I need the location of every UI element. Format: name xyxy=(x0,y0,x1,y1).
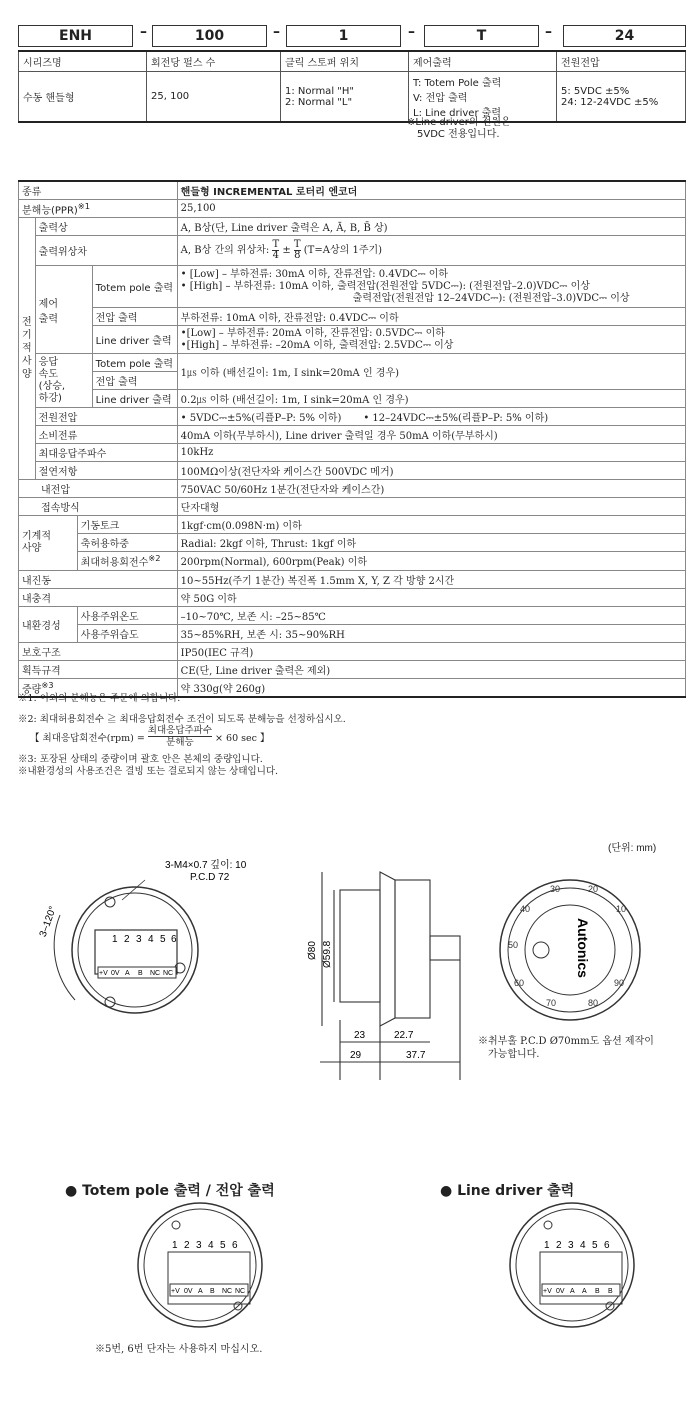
mech-label: 기계적 사양 xyxy=(19,516,78,570)
term-num: 1 xyxy=(112,934,118,945)
term-num: 6 xyxy=(232,1240,238,1251)
ordering-table xyxy=(18,50,686,123)
shock-value: 약 50G 이하 xyxy=(177,588,685,606)
dial-num: 80 xyxy=(588,998,599,1008)
dim-d80: Ø80 xyxy=(307,941,318,960)
term-label: B xyxy=(608,1288,613,1295)
term-label: +V xyxy=(543,1288,552,1295)
term-label: 0V xyxy=(184,1288,193,1295)
output-cell: T: Totem Pole 출력 V: 전압 출력 L: Line driver 출력 xyxy=(409,72,557,123)
torque-label: 기동토크 xyxy=(77,516,177,534)
formula: 【 최대응답회전수(rpm) = 최대응답주파수 분해능 × 60 sec 】 xyxy=(30,725,270,748)
term-label: NC xyxy=(222,1288,233,1295)
ctrl-label: 제어 출력 xyxy=(35,266,92,354)
wiring-diagrams xyxy=(0,1200,700,1330)
temp-value: –10~70℃, 보존 시: –25~85℃ xyxy=(177,606,685,624)
code-click: 1 xyxy=(286,25,401,47)
vib-value: 10~55Hz(주기 1분간) 복진폭 1.5mm X, Y, Z 각 방향 2시간 xyxy=(177,570,685,588)
temp-label: 사용주위온도 xyxy=(77,606,177,624)
code-pulses: 100 xyxy=(152,25,267,47)
term-label: B xyxy=(210,1288,215,1295)
load-value: Radial: 2kgf 이하, Thrust: 1kgf 이하 xyxy=(177,534,685,552)
totem-value: • [Low] – 부하전류: 30mA 이하, 잔류전압: 0.4VDC⎓ 이하 • [High] – 부하전류: 10mA 이하, 출력전압(전원전압 5VDC⎓): (전원전압–2.0)VDC⎓ 이상 출력전압(전원전압 12–24VDC⎓): (전원전압–3.0)VDC⎓ 이상 xyxy=(177,266,685,308)
term-label: 0V xyxy=(111,970,120,977)
rear-view xyxy=(54,880,198,1013)
pulses-cell: 25, 100 xyxy=(147,72,281,123)
hum-label: 사용주위습도 xyxy=(77,624,177,642)
weight-value: 약 330g(약 260g) xyxy=(177,678,685,697)
resp-label: 응답 속도 (상승, 하강) xyxy=(35,354,92,408)
front-view xyxy=(500,880,640,1020)
current-label: 소비전류 xyxy=(35,426,177,444)
dim-d598: Ø59.8 xyxy=(322,940,333,968)
resp-tv-value: 1㎲ 이하 (배선길이: 1m, I sink=20mA 인 경우) xyxy=(177,354,685,390)
header: 제어출력 xyxy=(409,51,557,72)
dash: – xyxy=(140,24,147,40)
term-num: 1 xyxy=(172,1240,178,1251)
conn-label: 접속방식 xyxy=(19,498,178,516)
term-num: 4 xyxy=(148,934,154,945)
line-value: •[Low] – 부하전류: 20mA 이하, 잔류전압: 0.5VDC⎓ 이하 •[High] – 부하전류: –20mA 이하, 출력전압: 2.5VDC⎓ 이상 xyxy=(177,326,685,354)
term-num: 6 xyxy=(604,1240,610,1251)
hum-value: 35~85%RH, 보존 시: 35~90%RH xyxy=(177,624,685,642)
vib-label: 내진동 xyxy=(19,570,178,588)
term-label: A xyxy=(570,1288,575,1295)
line-label: Line driver 출력 xyxy=(92,326,177,354)
resp-line-value: 0.2㎲ 이하 (배선길이: 1m, I sink=20mA 인 경우) xyxy=(177,390,685,408)
prot-value: IP50(IEC 규격) xyxy=(177,642,685,660)
term-num: 3 xyxy=(568,1240,574,1251)
term-label: A xyxy=(198,1288,203,1295)
term-num: 2 xyxy=(184,1240,190,1251)
dim: 23 xyxy=(354,1030,366,1041)
cert-label: 획득규격 xyxy=(19,660,178,678)
term-num: 5 xyxy=(220,1240,226,1251)
term-num: 2 xyxy=(556,1240,562,1251)
dash: – xyxy=(545,24,552,40)
term-num: 4 xyxy=(580,1240,586,1251)
note-4: ※내환경성의 사용조건은 결빙 또는 결로되지 않는 상태입니다. xyxy=(18,766,279,777)
term-label: +V xyxy=(171,1288,180,1295)
option-note: ※취부홀 P.C.D Ø70mm도 옵션 제작이 가능합니다. xyxy=(478,1036,654,1060)
volt-value: 부하전류: 10mA 이하, 잔류전압: 0.4VDC⎓ 이하 xyxy=(177,308,685,326)
code-power: 24 xyxy=(563,25,686,47)
conn-value: 단자대형 xyxy=(177,498,685,516)
power-cell: 5: 5VDC ±5% 24: 12-24VDC ±5% xyxy=(557,72,686,123)
term-num: 3 xyxy=(136,934,142,945)
series-cell: 수동 핸들형 xyxy=(19,72,147,123)
dial-num: 60 xyxy=(514,978,525,988)
load-label: 축허용하중 xyxy=(77,534,177,552)
dial-num: 40 xyxy=(520,904,531,914)
term-label: 0V xyxy=(556,1288,565,1295)
pcd-label: P.C.D 72 xyxy=(190,872,230,883)
diel-value: 750VAC 50/60Hz 1분간(전단자와 케이스간) xyxy=(177,480,685,498)
weight-label: 중량$^{※3}$ xyxy=(19,678,178,697)
out-phase-value: A, B상(단, Line driver 출력은 A, Ā, B, B̄ 상) xyxy=(177,218,685,236)
dim: 29 xyxy=(350,1050,362,1061)
totem-title: ● Totem pole 출력 / 전압 출력 xyxy=(65,1183,275,1199)
spec-table xyxy=(18,180,686,698)
resp-totem-label: Totem pole 출력 xyxy=(92,354,177,372)
out-phase-label: 출력상 xyxy=(35,218,177,236)
code-series: ENH xyxy=(18,25,133,47)
term-num: 4 xyxy=(208,1240,214,1251)
line-driver-note: ※Line driver의 전원은 5VDC 전용입니다. xyxy=(407,117,511,140)
cert-value: CE(단, Line driver 출력은 제외) xyxy=(177,660,685,678)
term-label: NC xyxy=(163,970,174,977)
click-cell: 1: Normal "H" 2: Normal "L" xyxy=(281,72,409,123)
freq-value: 10kHz xyxy=(177,444,685,462)
header: 시리즈명 xyxy=(19,51,147,72)
brand-logo: Autonics xyxy=(575,918,591,978)
current-value: 40mA 이하(무부하시), Line driver 출력일 경우 50mA 이하(무부하시) xyxy=(177,426,685,444)
shock-label: 내충격 xyxy=(19,588,178,606)
phase-diff-value: A, B상 간의 위상차: $\frac{T}{4}$ ± $\frac{T}{8}$ (T=A상의 1주기) xyxy=(177,236,685,266)
dash: – xyxy=(408,24,415,40)
term-label: +V xyxy=(99,970,108,977)
dim: 37.7 xyxy=(406,1050,426,1061)
type-label: 종류 xyxy=(19,181,178,200)
term-num: 2 xyxy=(124,934,130,945)
torque-value: 1kgf·cm(0.098N·m) 이하 xyxy=(177,516,685,534)
freq-label: 최대응답주파수 xyxy=(35,444,177,462)
res-label: 분해능(PPR)$^{※1}$ xyxy=(19,200,178,218)
bottom-note: ※5번, 6번 단자는 사용하지 마십시오. xyxy=(95,1344,263,1355)
header: 클릭 스토퍼 위치 xyxy=(281,51,409,72)
unit-label: (단위: mm) xyxy=(608,843,657,854)
resp-line-label: Line driver 출력 xyxy=(92,390,177,408)
phase-diff-label: 출력위상차 xyxy=(35,236,177,266)
rpm-label: 최대허용회전수$^{※2}$ xyxy=(77,552,177,570)
header: 전원전압 xyxy=(557,51,686,72)
term-num: 5 xyxy=(592,1240,598,1251)
dim: 22.7 xyxy=(394,1030,414,1041)
dial-num: 50 xyxy=(508,940,519,950)
note-1: ※1: 이외의 분해능은 주문에 의합니다. xyxy=(18,693,181,704)
code-output: T xyxy=(424,25,539,47)
insul-value: 100MΩ이상(전단자와 케이스간 500VDC 메거) xyxy=(177,462,685,480)
note-3: ※3: 포장된 상태의 중량이며 괄호 안은 본체의 중량입니다. xyxy=(18,754,263,765)
power-value: • 5VDC⎓±5%(리플P–P: 5% 이하) • 12–24VDC⎓±5%(리플P–P: 5% 이하) xyxy=(177,408,685,426)
term-label: B xyxy=(138,970,143,977)
env-label: 내환경성 xyxy=(19,606,78,642)
volt-label: 전압 출력 xyxy=(92,308,177,326)
note-2: ※2: 최대허용회전수 ≧ 최대응답회전수 조건이 되도록 분해능을 선정하십시오. xyxy=(18,714,346,725)
dial-num: 90 xyxy=(614,978,625,988)
term-num: 6 xyxy=(171,934,177,945)
type-value: 핸들형 INCREMENTAL 로터리 엔코더 xyxy=(177,181,685,200)
term-label: A xyxy=(125,970,130,977)
dash: – xyxy=(273,24,280,40)
diel-label: 내전압 xyxy=(19,480,178,498)
term-num: 5 xyxy=(160,934,166,945)
prot-label: 보호구조 xyxy=(19,642,178,660)
dial-num: 70 xyxy=(546,998,557,1008)
totem-label: Totem pole 출력 xyxy=(92,266,177,308)
dial-num: 20 xyxy=(588,884,599,894)
screw-label: 3-M4×0.7 깊이: 10 xyxy=(165,860,247,871)
res-value: 25,100 xyxy=(177,200,685,218)
dial-num: 30 xyxy=(550,884,561,894)
term-num: 1 xyxy=(544,1240,550,1251)
line-title: ● Line driver 출력 xyxy=(440,1183,575,1199)
dial-num: 10 xyxy=(616,904,627,914)
side-view xyxy=(320,872,460,1080)
power-label: 전원전압 xyxy=(35,408,177,426)
rpm-value: 200rpm(Normal), 600rpm(Peak) 이하 xyxy=(177,552,685,570)
term-label: A xyxy=(582,1288,587,1295)
resp-volt-label: 전압 출력 xyxy=(92,372,177,390)
angle-label: 3–120° xyxy=(37,904,59,939)
insul-label: 절연저항 xyxy=(35,462,177,480)
elec-group: 전 기 적 사 양 xyxy=(19,218,36,480)
term-label: NC xyxy=(235,1288,246,1295)
header: 회전당 펄스 수 xyxy=(147,51,281,72)
term-label: NC xyxy=(150,970,161,977)
term-num: 3 xyxy=(196,1240,202,1251)
term-label: B xyxy=(595,1288,600,1295)
